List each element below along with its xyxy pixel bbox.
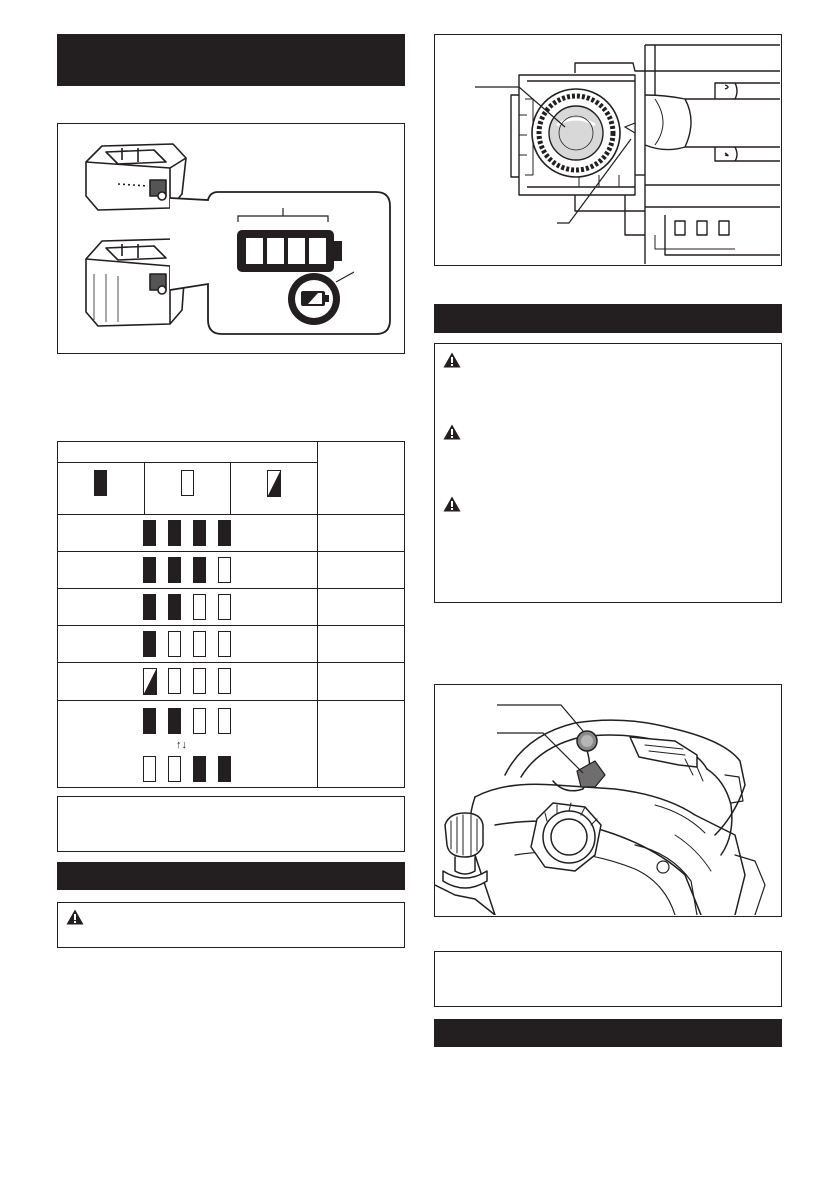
depth-adjusting-knob-illustration bbox=[435, 35, 780, 264]
warning-triangle-icon bbox=[443, 352, 461, 368]
note-box bbox=[57, 796, 405, 852]
note-box bbox=[434, 951, 782, 1007]
lighted-lamp-icon bbox=[94, 470, 107, 496]
section-header bbox=[434, 1019, 782, 1047]
warning-triangle-icon bbox=[443, 424, 461, 440]
indicator-lamp-table bbox=[57, 441, 405, 788]
warning-triangle-icon bbox=[443, 496, 461, 512]
warning-triangle-icon bbox=[66, 909, 84, 925]
depth-adjusting-figure bbox=[434, 34, 782, 266]
caution-box bbox=[434, 343, 782, 603]
alternating-arrows: ↑↓ bbox=[176, 739, 187, 751]
battery-indicator-figure bbox=[57, 123, 405, 354]
section-header-battery-capacity bbox=[57, 34, 405, 86]
section-header-switch-action bbox=[434, 304, 782, 333]
caution-box bbox=[57, 902, 405, 948]
lock-off-button-and-switch-trigger-illustration bbox=[435, 685, 780, 915]
off-lamp-icon bbox=[181, 470, 194, 496]
blinking-lamp-icon bbox=[267, 470, 281, 497]
switch-action-figure bbox=[434, 684, 782, 917]
section-header-functional-description bbox=[57, 862, 405, 890]
battery-indicator-illustration bbox=[58, 124, 403, 352]
